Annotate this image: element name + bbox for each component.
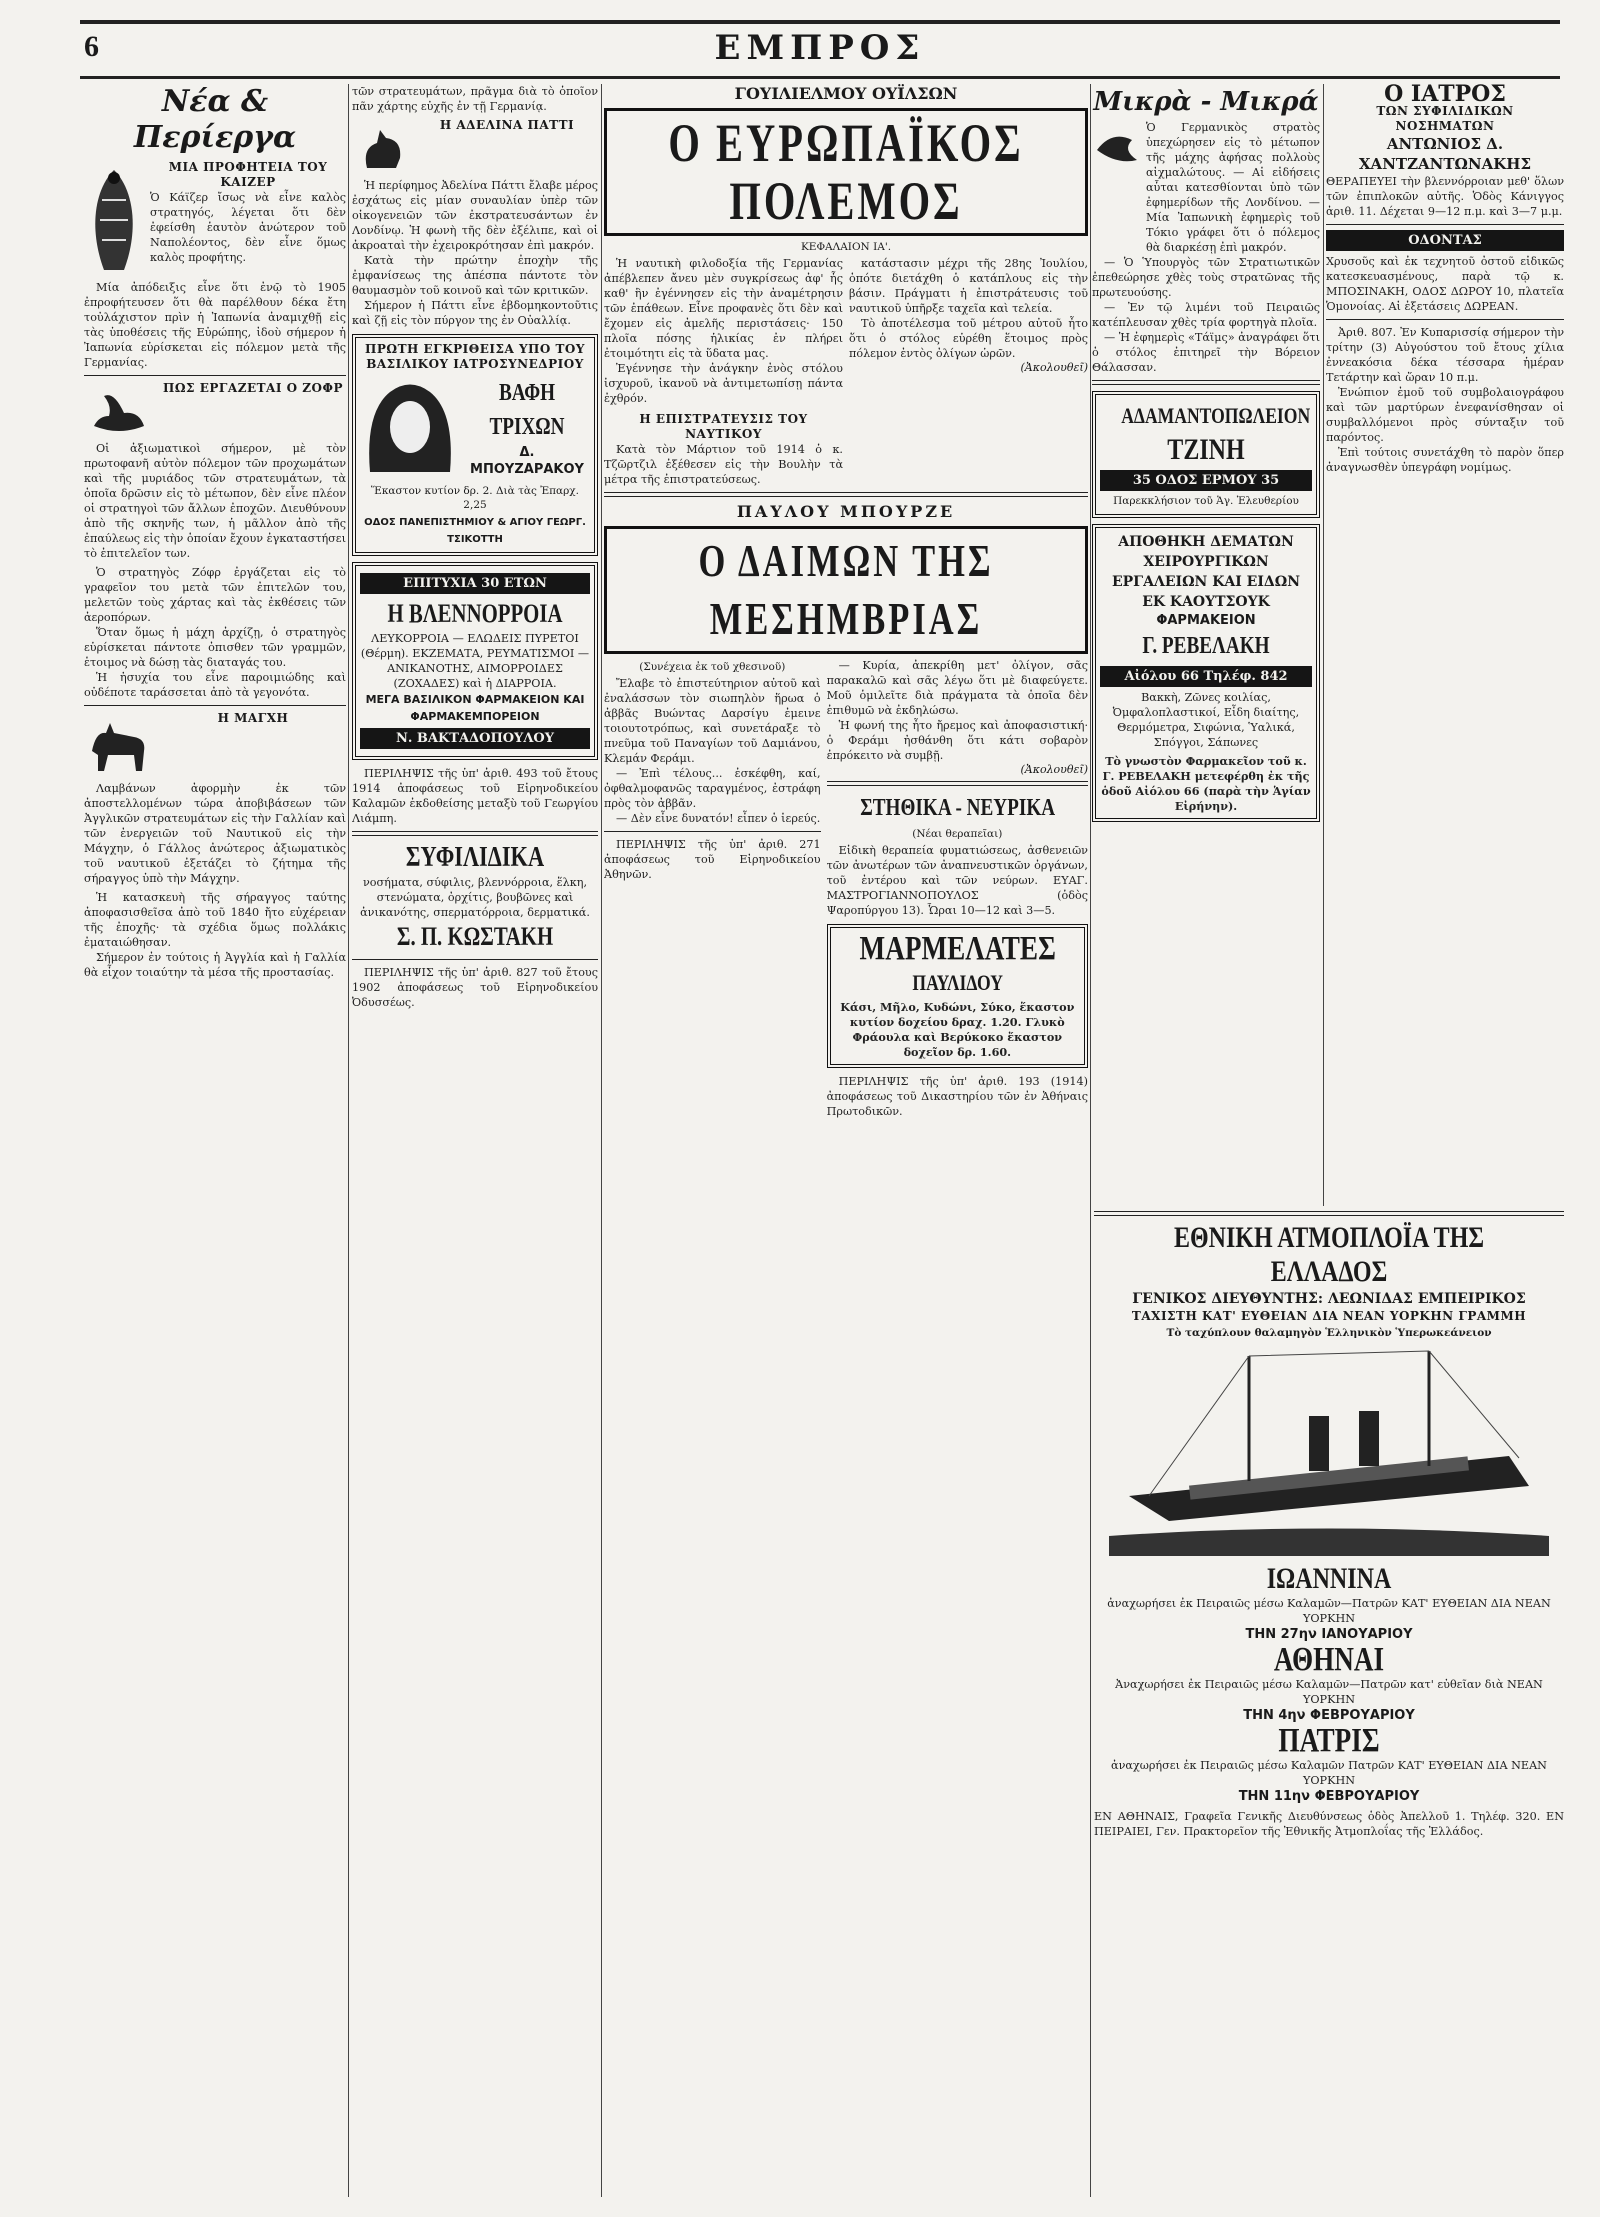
ad-name: Σ. Π. ΚΩΣΤΑΚΗ xyxy=(396,922,554,951)
ad-product: ΒΑΦΗ ΤΡΙΧΩΝ xyxy=(489,380,565,440)
woman-portrait xyxy=(360,372,460,482)
ship-date: ΤΗΝ 4ην ΦΕΒΡΟΥΑΡΙΟΥ xyxy=(1243,1708,1415,1723)
steamship-illustration xyxy=(1109,1346,1549,1556)
ad-title: Η ΒΛΕΝΝΟΡΡΟΙΑ xyxy=(387,599,563,628)
ad-jeweller xyxy=(1092,391,1320,518)
ad-subtitle: (Νέαι θεραπεῖαι) xyxy=(912,828,1003,840)
newspaper-title: ΕΜΠΡΟΣ xyxy=(714,28,926,68)
divider xyxy=(352,831,598,836)
article-body: Ἡ ναυτικὴ φιλοδοξία τῆς Γερμανίας ἀπέβλεπεν ἄνευ μὲν συγκρίσεως ἀφ' ἧς καθ' ἣν ἐγέννησεν εἰς τὴν ἀναμέτρησιν τῶν ἐπάθεων. Εἶνε προφανὲς ὅτι δὲν καὶ ἔχομεν εἰς ἀμελῆς περιστάσεις· 150 πλοῖα πόσης ἡλικίας ἐν πλήρει ἐτοιμότητι εἰς τὰ ὕδατα μας. Ἐγέννησε τὴν ἀνάγκην ἐνὸς στόλου ἰσχυροῦ, ἱκανοῦ νὰ ἀντιμετωπίσῃ πάντα ἐχθρόν. xyxy=(604,257,843,405)
ad-address: ΟΔΟΣ ΠΑΝΕΠΙΣΤΗΜΙΟΥ & ΑΓΙΟΥ ΓΕΩΡΓ. ΤΣΙΚΟΤΤΗ xyxy=(364,517,586,545)
ad-address-note: Παρεκκλήσιον τοῦ Ἁγ. Ἐλευθερίου xyxy=(1113,495,1299,507)
article-body: Κατὰ τὸν Μάρτιον τοῦ 1914 ὁ κ. Τζῶρτζιλ ἐξέθεσεν εἰς τὴν Βουλὴν τὰ μέτρα τῆς ἐπιστρατεύσεως. xyxy=(604,443,843,486)
ad-address: 35 ΟΔΟΣ ΕΡΜΟΥ 35 xyxy=(1100,470,1312,491)
article-body: Ἡ περίφημος Ἀδελίνα Πάττι ἔλαβε μέρος ἐσχάτως εἰς μίαν συναυλίαν ὑπὲρ τῶν οἰκογενειῶν τῶν ἐκστρατευσάντων ἐν Λονδίνῳ. Ἡ φωνὴ τῆς δὲν ἐξέλιπε, καὶ οἱ ἀκροαταὶ τὴν ἐχειροκρότησαν ἐπὶ μακρόν. Κατὰ τὴν πρώτην ἐποχὴν τῆς ἐμφανίσεως της ἀπέσπα πάντοτε τὸν θαυμασμὸν τοῦ κοινοῦ καὶ τῶν κριτικῶν. Σήμερον ἡ Πάττι εἶνε ἑβδομηκοντοῦτις καὶ ζῇ εἰς τὸν πύργον της ἐν Οὐαλλίᾳ. xyxy=(352,179,598,327)
legal-notice: ΠΕΡΙΛΗΨΙΣ τῆς ὑπ' ἀριθ. 193 (1914) ἀποφάσεως τοῦ Δικαστηρίου τῶν ἐν Ἀθήναις Πρωτοδικῶν. xyxy=(826,1075,1088,1118)
ship-name: ΑΘΗΝΑΙ xyxy=(1273,1641,1385,1678)
ad-body: Χρυσοῦς καὶ ἐκ τεχνητοῦ ὀστοῦ εἰδικῶς κατεσκευασμένους, παρὰ τῷ κ. ΜΠΟΣΙΝΑΚΗ, ΟΔΟΣ ΔΩΡΟΥ 10, πλατεῖα Ὁμονοίας. Αἱ ἐξετάσεις ΔΩΡΕΑΝ. xyxy=(1326,255,1564,313)
ad-name: ΑΝΤΩΝΙΟΣ Δ. ΧΑΝΤΖΑΝΤΩΝΑΚΗΣ xyxy=(1358,135,1532,173)
article-body: κατάστασιν μέχρι τῆς 28ης Ἰουλίου, ὁπότε διετάχθη ὁ κατάπλους εἰς τὴν βάσιν. Πράγματι ἡ ἐπιστράτευσις τοῦ ναυτικοῦ ὑπῆρξε ταχεῖα καὶ τελεία. Τὸ ἀποτέλεσμα τοῦ μέτρου αὐτοῦ ἦτο ὅτι ὁ στόλος εὑρέθη ἕτοιμος πρὸς πόλεμον ἐντὸς ὀλίγων ὡρῶν. xyxy=(849,257,1088,360)
ship-date: ΤΗΝ 11ην ΦΕΒΡΟΥΑΡΙΟΥ xyxy=(1238,1789,1420,1804)
shipping-line: ΤΑΧΙΣΤΗ ΚΑΤ' ΕΥΘΕΙΑΝ ΔΙΑ ΝΕΑΝ ΥΟΡΚΗΝ ΓΡΑΜΜΗ xyxy=(1131,1309,1527,1323)
article-title: Η ΜΑΓΧΗ xyxy=(217,711,289,725)
serial-body: Ἔλαβε τὸ ἐπιστεύτηριον αὐτοῦ καὶ ἐναλάσσων τὸν σιωπηλὸν ἥρωα ὁ ἀββᾶς Βυώντας Δαρσίγυ ἐμεινε τοιουτοτρόπως, καὶ συνετάραξε τὸ πνεῦμα τοῦ Παναγίων τοῦ Δαμιάνου, Κλεμάν Φεράμι. — Ἐπὶ τέλους... ἐσκέφθη, καί, ὀφθαλμοφανῶς ταραγμένος, ἐστράφη πρὸς τὸν ἀββᾶν. — Δὲν εἶνε δυνατόν! εἶπεν ὁ ἱερεύς. xyxy=(604,677,821,825)
ad-body: Τὸ γνωστὸν Φαρμακεῖον τοῦ κ. Γ. ΡΕΒΕΛΑΚΗ μετεφέρθη ἐκ τῆς ὁδοῦ Αἰόλου 66 (παρὰ τὴν Ἁγίαν Εἰρήνην). xyxy=(1101,754,1311,813)
legal-notice: Ἀριθ. 807. Ἐν Κυπαρισσίᾳ σήμερον τὴν τρίτην (3) Αὐγούστου τοῦ ἔτους χίλια ἐννεακόσια δέκα τέσσαρα ἡμέραν Τετάρτην καὶ ὥραν 10 π.μ. Ἐνώπιον ἐμοῦ τοῦ συμβολαιογράφου καὶ τῶν μαρτύρων ἐνεφανίσθησαν οἱ συμβαλλόμενοι πρὸς σύνταξιν τοῦ παρόντος. Ἐπὶ τούτοις συνετάχθη τὸ παρὸν ὅπερ ἀναγνωσθὲν ὑπεγράφη νομίμως. xyxy=(1326,326,1564,474)
ship-name: ΠΑΤΡΙΣ xyxy=(1278,1722,1380,1759)
column-divider xyxy=(348,84,349,2197)
ad-header: ΕΠΙΤΥΧΙΑ 30 ΕΤΩΝ xyxy=(360,573,590,594)
shipping-ad xyxy=(1094,1206,1564,2197)
ad-title: Ο ΙΑΤΡΟΣ xyxy=(1384,84,1506,107)
serial-continuation: (Συνέχεια ἐκ τοῦ χθεσινοῦ) xyxy=(639,661,786,673)
column-divider xyxy=(1090,84,1091,2197)
divider xyxy=(1326,224,1564,225)
divider xyxy=(604,831,821,832)
ad-subtitle: ΤΩΝ ΣΥΦΙΛΙΔΙΚΩΝ ΝΟΣΗΜΑΤΩΝ xyxy=(1376,104,1514,133)
serial-author: ΠΑΥΛΟΥ ΜΠΟΥΡΖΕ xyxy=(736,502,956,521)
section-title: Μικρὰ - Μικρά xyxy=(1093,87,1319,117)
masthead xyxy=(80,28,1560,72)
ad-sub: ΦΑΡΜΑΚΕΙΟΝ xyxy=(1156,613,1256,628)
article-continuation: τῶν στρατευμάτων, πρᾶγμα διὰ τὸ ὁποῖον πᾶν χάρτης εὐχῆς ἐν τῇ Γερμανίᾳ. xyxy=(352,85,598,113)
divider xyxy=(84,375,346,376)
ad-body: Εἰδικὴ θεραπεία φυματιώσεως, ἀσθενειῶν τῶν ἀνωτέρων τῶν ἀναπνευστικῶν ὀργάνων, τοῦ ἐντέρου καὶ τῶν νεύρων. ΕΥΑΓ. ΜΑΣΤΡΟΓΙΑΝΝΟΠΟΥΛΟΣ (ὁδὸς Ψαροπύργου 13). Ὧραι 10—12 καὶ 3—5. xyxy=(826,844,1088,917)
legal-notice: ΠΕΡΙΛΗΨΙΣ τῆς ὑπ' ἀριθ. 271 ἀποφάσεως τοῦ Εἰρηνοδικείου Ἀθηνῶν. xyxy=(604,838,821,881)
article-title: Η ΑΔΕΛΙΝΑ ΠΑΤΤΙ xyxy=(439,118,575,132)
serial-body: — Κυρία, ἀπεκρίθη μετ' ὀλίγον, σᾶς παρακαλῶ καὶ σᾶς λέγω ὅτι μὲ διαφεύγετε. Μοῦ ὁμιλεῖτε διὰ πράγματα τὰ ὁποῖα δὲν ἐπιθυμῶ νὰ ἐκδηλώσω. Ἡ φωνή της ἦτο ἤρεμος καὶ ἀποφασιστική· ὁ Φεράμι ἠσθάνθη ὅτι κάτι σοβαρὸν ἐπρόκειτο νὰ συμβῇ. xyxy=(826,659,1088,762)
ad-items: Βακκὴ, Ζῶνες κοιλίας, Ὀμφαλοπλαστικοί, Εἶδη διαίτης, Θερμόμετρα, Σιφώνια, Ὑαλικά, Σπόγγοι, Σάπωνες xyxy=(1112,691,1300,749)
divider xyxy=(1092,380,1320,385)
ad-brand: ΠΑΥΛΙΔΟΥ xyxy=(912,970,1003,995)
ad-hair-dye xyxy=(352,334,598,556)
ship-route: Ἀναχωρήσει ἐκ Πειραιῶς μέσω Καλαμῶν—Πατρῶν κατ' εὐθεῖαν διὰ ΝΕΑΝ ΥΟΡΚΗΝ xyxy=(1115,1678,1543,1706)
rooster-illustration xyxy=(352,118,412,178)
masthead-rule xyxy=(80,76,1560,79)
ad-title: ΜΑΡΜΕΛΑΤΕΣ xyxy=(859,930,1056,967)
article-lead: Ὁ Κάϊζερ ἴσως νὰ εἶνε καλὸς στρατηγός, λέγεται ὅτι δὲν ἐφείσθη ἑαυτὸν ἀνώτερον τοῦ Ναπολέοντος, δὲν εἶνε ὅμως καλὸς προφήτης. xyxy=(150,191,346,264)
ad-pharmacy xyxy=(1092,524,1320,822)
divider xyxy=(827,781,1088,786)
ad-title: ΣΥΦΙΛΙΔΙΚΑ xyxy=(405,842,545,873)
ad-title: ΑΔΑΜΑΝΤΟΠΩΛΕΙΟΝ xyxy=(1121,403,1311,428)
ad-name: ΤΖΙΝΗ xyxy=(1167,433,1245,466)
divider xyxy=(604,492,1088,497)
column-2 xyxy=(352,84,598,2197)
section-title: Νέα & Περίεργα xyxy=(133,84,297,155)
legal-notice: ΠΕΡΙΛΗΨΙΣ τῆς ὑπ' ἀριθ. 827 τοῦ ἔτους 1902 ἀποφάσεως τοῦ Εἰρηνοδικείου Ὀδυσσέως. xyxy=(352,966,598,1009)
article-title-box xyxy=(604,108,1088,236)
ad-maker: Δ. ΜΠΟΥΖΑΡΑΚΟΥ xyxy=(470,445,584,477)
chapter-label: ΚΕΦΑΛΑΙΟΝ ΙΑ'. xyxy=(800,241,892,253)
shipping-footer: ΕΝ ΑΘΗΝΑΙΣ, Γραφεῖα Γενικῆς Διευθύνσεως ὁδὸς Ἀπελλοῦ 1. Τηλέφ. 320. ΕΝ ΠΕΙΡΑΙΕΙ, Γεν. Πρακτορεῖον τῆς Ἐθνικῆς Ἀτμοπλοΐας τῆς Ἑλλάδος. xyxy=(1094,1810,1564,1838)
ad-body: ΛΕΥΚΟΡΡΟΙΑ — ΕΛΩΔΕΙΣ ΠΥΡΕΤΟΙ (Θέρμη). ΕΚΖΕΜΑΤΑ, ΡΕΥΜΑΤΙΣΜΟΙ — ΑΝΙΚΑΝΟΤΗΣ, ΑΙΜΟΡΡΟΙΔΕΣ (ΖΟΧΑΔΕΣ) καὶ ἡ ΔΙΑΡΡΟΙΑ. xyxy=(360,632,590,690)
peacock-illustration xyxy=(84,160,144,280)
ad-clinic xyxy=(352,562,598,760)
column-1 xyxy=(84,84,346,2197)
ad-title: ΣΤΗΘΙΚΑ - ΝΕΥΡΙΚΑ xyxy=(859,795,1055,821)
bird-illustration xyxy=(1092,120,1142,170)
ad-name: Γ. ΡΕΒΕΛΑΚΗ xyxy=(1142,633,1270,659)
shipping-director: ΓΕΝΙΚΟΣ ΔΙΕΥΘΥΝΤΗΣ: ΛΕΩΝΙΔΑΣ ΕΜΠΕΙΡΙΚΟΣ xyxy=(1132,1291,1526,1307)
shipping-subtitle: Τὸ ταχύπλουν θαλαμηγὸν Ἑλληνικὸν Ὑπερωκεάνειον xyxy=(1166,1327,1492,1339)
article-body-filler: — Ὁ Ὑπουργὸς τῶν Στρατιωτικῶν ἐπεθεώρησε χθὲς τοὺς στρατῶνας τῆς πρωτευούσης. — Ἐν τῷ λιμένι τοῦ Πειραιῶς κατέπλευσαν χθὲς τρία φορτηγὰ πλοῖα. — Ἡ ἐφημερὶς «Τάϊμς» ἀναγράφει ὅτι ὁ στόλος ἐπιτηρεῖ τὴν Βόρειον Θάλασσαν. xyxy=(1092,256,1320,374)
ad-title: ΑΠΟΘΗΚΗ ΔΕΜΑΤΩΝ ΧΕΙΡΟΥΡΓΙΚΩΝ ΕΡΓΑΛΕΙΩΝ ΚΑΙ ΕΙΔΩΝ ΕΚ ΚΑΟΥΤΣΟΥΚ xyxy=(1111,534,1300,610)
article-author: ΓΟΥΙΛΙΕΛΜΟΥ ΟΥΪΛΣΩΝ xyxy=(734,84,958,103)
article-body: Λαμβάνων ἀφορμὴν ἐκ τῶν ἀποστελλομένων τώρα ἀποβιβάσεων τῶν Ἀγγλικῶν στρατευμάτων εἰς τὴν Γαλλίαν καὶ τῶν ἐνεργειῶν τοῦ Ναυτικοῦ εἰς τὴν Μάγχην, ὁ Γάλλος ἀνώτερος ἀξιωματικὸς τοῦ ναυτικοῦ ἐξετάζει τὸ ζήτημα τῆς σήραγγος ὑπὸ τὴν Μάγχην. xyxy=(84,782,346,885)
ad-address: Αἰόλου 66 Τηλέφ. 842 xyxy=(1100,666,1312,687)
top-rule xyxy=(80,20,1560,24)
article-title: ΜΙΑ ΠΡΟΦΗΤΕΙΑ ΤΟΥ ΚΑΙΖΕΡ xyxy=(168,160,328,189)
article-title: Ο ΕΥΡΩΠΑΪΚΟΣ ΠΟΛΕΜΟΣ xyxy=(668,113,1024,231)
shipping-title: ΕΘΝΙΚΗ ΑΤΜΟΠΛΟΪΑ ΤΗΣ ΕΛΛΑΔΟΣ xyxy=(1173,1221,1485,1288)
subhead: Η ΕΠΙΣΤΡΑΤΕΥΣΙΣ ΤΟΥ ΝΑΥΤΙΚΟΥ xyxy=(639,412,808,441)
swan-illustration xyxy=(84,381,154,441)
dog-illustration xyxy=(84,711,154,781)
ad-price: Ἕκαστον κυτίον δρ. 2. Διὰ τὰς Ἐπαρχ. 2,25 xyxy=(370,485,580,511)
ad-body: νοσήματα, σύφιλις, βλεννόρροια, ἕλκη, στενώματα, ὀρχίτις, βουβῶνες καὶ ἀνικανότης, σπερματόρροια, δερματικά. xyxy=(360,876,590,919)
serial-title-box xyxy=(604,526,1088,654)
continued-note: (Ἀκολουθεῖ) xyxy=(1020,361,1088,374)
divider xyxy=(1326,319,1564,320)
divider xyxy=(1094,1211,1564,1216)
legal-notice: ΠΕΡΙΛΗΨΙΣ τῆς ὑπ' ἀριθ. 493 τοῦ ἔτους 1914 ἀποφάσεως τοῦ Εἰρηνοδικείου Καλαμῶν ἐκδοθείσης μεταξὺ τοῦ Γεωργίου Λιάμπη. xyxy=(352,767,598,825)
ship-date: ΤΗΝ 27ην ΙΑΝΟΥΑΡΙΟΥ xyxy=(1245,1627,1413,1642)
ship-route: ἀναχωρήσει ἐκ Πειραιῶς μέσω Καλαμῶν—Πατρῶν ΚΑΤ' ΕΥΘΕΙΑΝ ΔΙΑ ΝΕΑΝ ΥΟΡΚΗΝ xyxy=(1107,1597,1551,1625)
article-body: Ὁ Γερμανικὸς στρατὸς ὑπεχώρησεν εἰς τὸ μέτωπον τῆς μάχης ἀφήσας πολλοὺς αἰχμαλώτους. — Αἱ εἰδήσεις αὗται κατεσθίονται ὑπὸ τῶν ἐφημερίδων τῆς Λονδίνου. — Μία Ἰαπωνικὴ ἐφημερὶς τοῦ Τόκιο γράφει ὅτι ὁ πόλεμος θὰ διαρκέσῃ ἐπὶ μακρόν. xyxy=(1146,121,1320,254)
article-body: Μία ἀπόδειξις εἶνε ὅτι ἐνῷ τὸ 1905 ἐπροφήτευσεν ὅτι θὰ παρέλθουν δέκα ἔτη τοὐλάχιστον πρὶν ἡ Ἰαπωνία ἀναμιχθῇ εἰς τὰς ὑποθέσεις τῆς Εὐρώπης, ἰδοὺ σήμερον ἡ Ἰαπωνία εὑρίσκεται εἰς πόλεμον μετὰ τῆς Γερμανίας. xyxy=(84,281,346,369)
serial-title: Ο ΔΑΙΜΩΝ ΤΗΣ ΜΕΣΗΜΒΡΙΑΣ xyxy=(698,535,994,644)
article-body-filler: Ἡ κατασκευὴ τῆς σήραγγος ταύτης ἀποφασισθεῖσα ἀπὸ τοῦ 1840 ἤτο εὐχέρειαν τῆς ἐποχῆς· τὰ σχέδια ὅμως πολλάκις ἐματαιώθησαν. Σήμερον ἐν τούτοις ἡ Ἀγγλία καὶ ἡ Γαλλία θὰ εἶχον τοιαύτην τὰ μέσα τῆς προστασίας. xyxy=(84,891,346,979)
ad-body: ΘΕΡΑΠΕΥΕΙ τὴν βλεννόρροιαν μεθ' ὅλων τῶν ἐπιπλοκῶν αὐτῆς. Ὁδὸς Κάνιγγος ἀριθ. 11. Δέχεται 9—12 π.μ. καὶ 3—7 μ.μ. xyxy=(1326,175,1564,218)
ship-name: ΙΩΑΝΝΙΝΑ xyxy=(1266,1562,1392,1595)
article-body-filler: Ὁ στρατηγὸς Ζόφρ ἐργάζεται εἰς τὸ γραφεῖον του μετὰ τῶν ἐπιτελῶν του, μελετῶν τοὺς χάρτας καὶ τὰς ἐκθέσεις τῶν ἀεροπόρων. Ὅταν ὅμως ἡ μάχη ἀρχίζῃ, ὁ στρατηγὸς εὑρίσκεται πάντοτε ὀπισθεν τῶν γραμμῶν, ἑτοιμος νὰ δώσῃ τὰς διαταγάς του. Ἡ ἡσυχία του εἶνε παροιμιώδης καὶ οὐδέποτε ταράσσεται ἀπὸ τὰ γεγονότα. xyxy=(84,566,346,699)
ad-name: Ν. ΒΑΚΤΑΔΟΠΟΥΛΟΥ xyxy=(360,728,590,749)
ad-title: ΟΔΟΝΤΑΣ xyxy=(1326,230,1564,251)
ad-jam xyxy=(827,924,1088,1068)
ship-route: ἀναχωρήσει ἐκ Πειραιῶς μέσω Καλαμῶν Πατρῶν ΚΑΤ' ΕΥΘΕΙΑΝ ΔΙΑ ΝΕΑΝ ΥΟΡΚΗΝ xyxy=(1111,1759,1547,1787)
article-body: Οἱ ἀξιωματικοὶ σήμερον, μὲ τὸν πρωτοφανῆ αὐτὸν πόλεμον τῶν προχωμάτων καὶ τῆς μυριάδος τῶν στρατευμάτων, τὰ ὁποῖα δρῶσιν εἰς τὸ μέτωπον, δὲν εἶνε πλέον οἱ στρατηγοὶ τῶν ἄλλων ἐποχῶν. Διευθύνουν ἀπὸ τῆς σκηνῆς των, ἡ μᾶλλον ἀπὸ τῆς ἐπαύλεως εἰς τὴν ὁποίαν ἔχουν ἐγκαταστήσει τὸ ἐπιτελεῖον των. xyxy=(84,442,346,560)
article-title: ΠΩΣ ΕΡΓΑΖΕΤΑΙ Ο ΖΟΦΡ xyxy=(163,381,343,395)
continued-note: (Ἀκολουθεῖ) xyxy=(1020,763,1088,776)
ad-footer: ΜΕΓΑ ΒΑΣΙΛΙΚΟΝ ΦΑΡΜΑΚΕΙΟΝ ΚΑΙ ΦΑΡΜΑΚΕΜΠΟΡΕΙΟΝ xyxy=(365,693,585,723)
divider xyxy=(352,959,598,960)
column-3 xyxy=(604,84,1088,2197)
divider xyxy=(84,705,346,706)
ad-body: Κάσι, Μῆλο, Κυδώνι, Σύκο, ἕκαστον κυτίον δοχείου δραχ. 1.20. Γλυκὸ Φράουλα καὶ Βερύκοκο ἕκαστον δοχεῖον δρ. 1.60. xyxy=(840,1000,1075,1059)
page-number: 6 xyxy=(84,30,99,63)
column-divider xyxy=(601,84,602,2197)
ad-header: ΠΡΩΤΗ ΕΓΚΡΙΘΕΙΣΑ ΥΠΟ ΤΟΥ ΒΑΣΙΛΙΚΟΥ ΙΑΤΡΟΣΥΝΕΔΡΙΟΥ xyxy=(365,342,585,371)
